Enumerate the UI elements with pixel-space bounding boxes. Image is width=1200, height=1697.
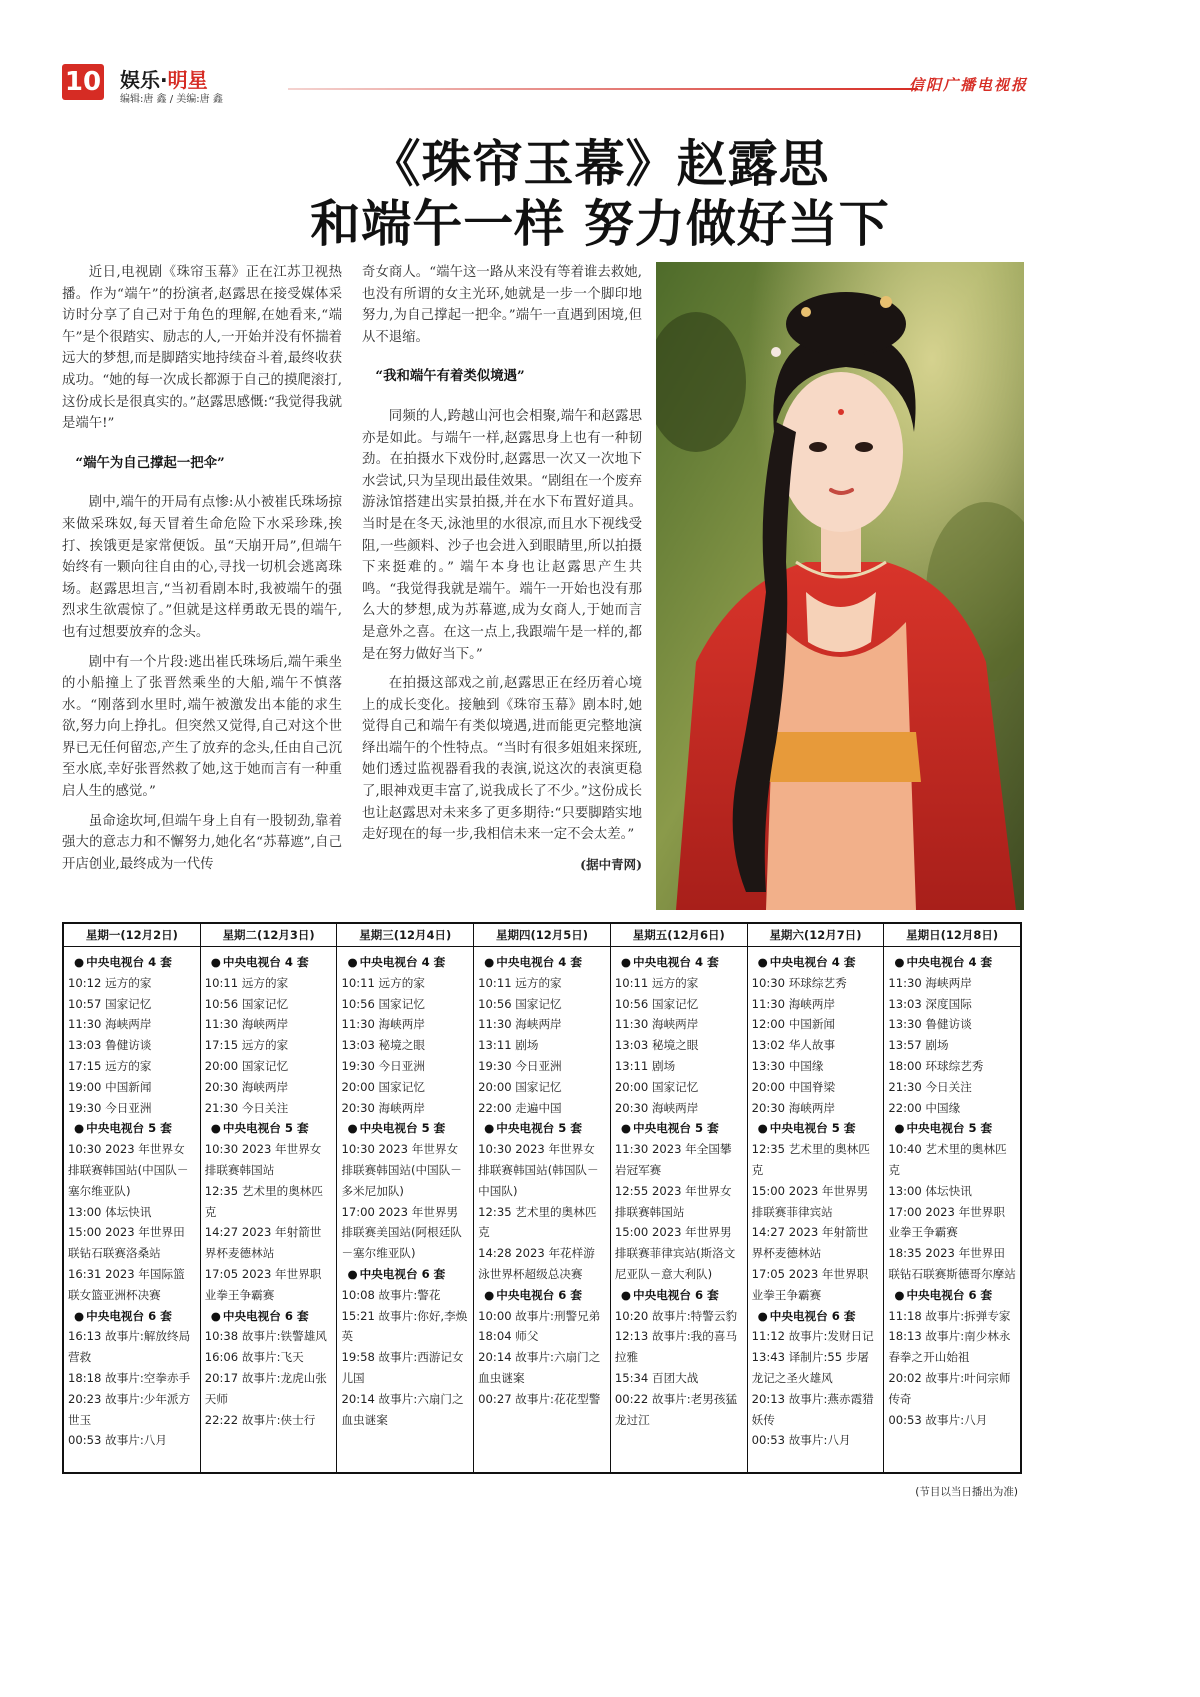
subheading: “我和端午有着类似境遇” (375, 368, 525, 385)
headline-line-2: 和端午一样 努力做好当下 (310, 195, 890, 253)
program-item: 11:30 海峡两岸 (204, 1017, 289, 1032)
program-item: 10:30 2023 年世界女排联赛韩国站(韩国队－中国队) (478, 1142, 599, 1198)
channel-heading: ● 中央电视台 4 套 (68, 952, 196, 973)
paragraph: 剧中,端午的开局有点惨:从小被崔氏珠场掠来做采珠奴,每天冒着生命危险下水采珍珠,挨打、挨饿更是家常便饭。虽“天崩开局”,但端午始终有一颗向往自由的心,寻找一切机会逃离珠场。赵露思坦言,“当初看剧本时,我被端午的强烈求生欲震惊了。”但就是这样勇敢无畏的端午,也有过想要放弃的念头。 (62, 495, 342, 640)
schedule-day-column (611, 924, 748, 1472)
program-item: 15:00 2023 年世界男排联赛菲律宾站 (751, 1183, 869, 1219)
program-item: 20:00 国家记忆 (204, 1058, 289, 1073)
program-item: 00:53 故事片:八月 (68, 1433, 167, 1448)
program-item: 00:53 故事片:八月 (888, 1412, 988, 1427)
channel-heading: ● 中央电视台 6 套 (752, 1306, 880, 1327)
channel-heading: ● 中央电视台 6 套 (68, 1306, 196, 1327)
program-item: 10:30 2023 年世界女排联赛韩国站(中国队－多米尼加队) (341, 1142, 462, 1198)
program-item: 16:31 2023 年国际篮联女篮亚洲杯决赛 (68, 1266, 185, 1302)
program-item: 17:00 2023 年世界职业拳王争霸赛 (888, 1204, 1005, 1240)
program-item: 11:30 海峡两岸 (888, 975, 972, 990)
paragraph: 在拍摄这部戏之前,赵露思正在经历着心境上的成长变化。接触到《珠帘玉幕》剧本时,她觉得自己和端午有类似境遇,进而能更完整地演绎出端午的个性特点。“当时有很多姐姐来探班,她们透过监视器看我的表演,说这次的表演更稳了,眼神戏更丰富了,说我成长了不少。”这份成长也让赵露思对未来多了更多期待:“只要脚踏实地走好现在的每一步,我相信未来一定不会太差。” (362, 676, 642, 843)
program-item: 13:30 鲁健访谈 (888, 1017, 972, 1032)
program-item: 15:21 故事片:你好,李焕英 (341, 1308, 468, 1344)
channel-heading: ● 中央电视台 5 套 (752, 1118, 880, 1139)
channel-heading: ● 中央电视台 6 套 (615, 1285, 743, 1306)
channel-heading: ● 中央电视台 4 套 (341, 952, 469, 973)
channel-heading: ● 中央电视台 4 套 (478, 952, 606, 973)
editor-credits: 编辑:唐 鑫 / 美编:唐 鑫 (120, 94, 223, 105)
program-item: 18:35 2023 年世界田联钻石联赛斯德哥尔摩站 (888, 1246, 1016, 1281)
program-item: 13:30 中国缘 (751, 1058, 824, 1073)
program-item: 10:11 远方的家 (204, 975, 289, 990)
article-column-1 (62, 262, 342, 883)
channel-heading: ● 中央电视台 5 套 (615, 1118, 743, 1139)
program-item: 10:11 远方的家 (341, 975, 425, 990)
program-item: 12:55 2023 年世界女排联赛韩国站 (614, 1183, 732, 1219)
program-item: 20:14 故事片:六扇门之血虫谜案 (341, 1391, 464, 1427)
program-item: 22:22 故事片:侠士行 (204, 1412, 316, 1427)
program-item: 11:30 海峡两岸 (68, 1017, 152, 1032)
channel-heading: ● 中央电视台 4 套 (752, 952, 880, 973)
program-item: 10:56 国家记忆 (204, 996, 289, 1011)
day-header: 星期五(12月6日) (611, 924, 747, 947)
day-header: 星期六(12月7日) (748, 924, 884, 947)
program-item: 10:30 2023 年世界女排联赛韩国站 (204, 1142, 322, 1177)
header-divider (288, 88, 918, 90)
schedule-day-column (474, 924, 611, 1472)
program-item: 10:56 国家记忆 (478, 996, 562, 1011)
newspaper-name: 信阳广播电视报 (908, 76, 1028, 94)
channel-heading: ● 中央电视台 5 套 (888, 1118, 1016, 1139)
program-item: 13:03 深度国际 (888, 996, 972, 1011)
program-item: 17:15 远方的家 (68, 1058, 152, 1073)
program-item: 10:57 国家记忆 (68, 996, 152, 1011)
program-item: 13:03 鲁健访谈 (68, 1038, 152, 1053)
program-item: 13:03 秘境之眼 (614, 1038, 699, 1053)
schedule-day-column (201, 924, 338, 1472)
program-item: 18:00 环球综艺秀 (888, 1058, 984, 1073)
day-header: 星期四(12月5日) (474, 924, 610, 947)
program-item: 12:35 艺术里的奥林匹克 (204, 1183, 323, 1219)
program-item: 20:30 海峡两岸 (204, 1079, 289, 1094)
program-item: 13:03 秘境之眼 (341, 1038, 425, 1053)
program-item: 11:30 海峡两岸 (478, 1017, 562, 1032)
program-item: 22:00 走遍中国 (478, 1100, 562, 1115)
day-header: 星期三(12月4日) (337, 924, 473, 947)
program-item: 12:00 中国新闻 (751, 1017, 836, 1032)
program-item: 20:02 故事片:叶问宗师传奇 (888, 1370, 1011, 1406)
program-item: 15:00 2023 年世界田联钻石联赛洛桑站 (68, 1225, 185, 1261)
program-item: 20:14 故事片:六扇门之血虫谜案 (478, 1350, 601, 1385)
program-item: 19:30 今日亚洲 (478, 1058, 562, 1073)
program-item: 12:35 艺术里的奥林匹克 (751, 1142, 870, 1177)
channel-heading: ● 中央电视台 6 套 (341, 1264, 469, 1285)
program-item: 00:22 故事片:老男孩猛龙过江 (614, 1391, 738, 1427)
program-item: 19:00 中国新闻 (68, 1079, 152, 1094)
program-item: 10:56 国家记忆 (614, 996, 699, 1011)
subheading: “端午为自己撑起一把伞” (75, 454, 225, 471)
paragraph: 同频的人,跨越山河也会相聚,端午和赵露思亦是如此。与端午一样,赵露思身上也有一种韧劲。在拍摄水下戏份时,赵露思一次又一次地下水尝试,只为呈现出最佳效果。“剧组在一个废弃游泳馆搭建出实景拍摄,并在水下布置好道具。当时是在冬天,泳池里的水很凉,而且水下视线受阻,一些颜料、沙子也会进入到眼睛里,所以拍摄下来挺难的。” 端午本身也让赵露思产生共鸣。“我觉得我就是端午。端午一开始也没有那么大的梦想,成为苏幕遮,成为女商人,于她而言是意外之喜。在这一点上,我跟端午是一样的,都是在努力做好当下。” (362, 408, 642, 662)
page-header (62, 62, 1028, 104)
program-item: 18:04 师父 (478, 1329, 539, 1344)
program-item: 17:00 2023 年世界男排联赛美国站(阿根廷队－塞尔维亚队) (341, 1204, 462, 1261)
program-item: 10:30 环球综艺秀 (751, 975, 847, 990)
channel-heading: ● 中央电视台 6 套 (205, 1306, 333, 1327)
program-item: 14:27 2023 年射箭世界杯麦德林站 (751, 1225, 869, 1261)
schedule-day-column (64, 924, 201, 1472)
article-source: (据中青网) (580, 856, 642, 872)
portrait-photo (656, 262, 1024, 910)
paragraph: 虽命途坎坷,但端午身上自有一股韧劲,靠着强大的意志力和不懈努力,她化名“苏幕遮”,自己开店创业,最终成为一代传 (62, 813, 342, 872)
program-item: 13:00 体坛快讯 (888, 1183, 972, 1198)
program-item: 10:56 国家记忆 (341, 996, 425, 1011)
program-item: 11:30 2023 年全国攀岩冠军赛 (614, 1142, 732, 1177)
program-item: 18:13 故事片:南少林永春拳之开山始祖 (888, 1329, 1011, 1365)
program-item: 14:27 2023 年射箭世界杯麦德林站 (204, 1225, 322, 1261)
paragraph: 奇女商人。“端午这一路从来没有等着谁去救她,也没有所谓的女主光环,她就是一步一个脚印地努力,为自己撑起一把伞。”端午一直遇到困境,但从不退缩。 (362, 265, 642, 345)
program-item: 12:35 艺术里的奥林匹克 (478, 1204, 597, 1240)
program-item: 20:00 中国脊梁 (751, 1079, 836, 1094)
channel-heading: ● 中央电视台 5 套 (68, 1118, 196, 1139)
section-sub: 明星 (167, 68, 208, 92)
program-item: 10:11 远方的家 (478, 975, 562, 990)
program-item: 10:20 故事片:特警云豹 (614, 1308, 738, 1323)
program-item: 16:06 故事片:飞天 (204, 1350, 304, 1365)
day-header: 星期日(12月8日) (884, 924, 1020, 947)
program-item: 20:30 海峡两岸 (614, 1100, 699, 1115)
paragraph: 近日,电视剧《珠帘玉幕》正在江苏卫视热播。作为“端午”的扮演者,赵露思在接受媒体采访时分享了自己对于角色的理解,在她看来,“端午”是个很踏实、励志的人,一开始并没有怀揣着远大的梦想,而是脚踏实地持续奋斗着,最终收获成功。“她的每一次成长都源于自己的摸爬滚打,这份成长是很真实的。”赵露思感慨:“我觉得我就是端午!” (62, 265, 342, 432)
channel-heading: ● 中央电视台 4 套 (205, 952, 333, 973)
headline-line-1: 《珠帘玉幕》赵露思 (370, 135, 830, 193)
program-item: 13:43 译制片:55 步屠龙记之圣火雄风 (751, 1350, 870, 1385)
program-item: 13:02 华人故事 (751, 1038, 836, 1053)
program-item: 11:12 故事片:发财日记 (751, 1329, 874, 1344)
program-item: 11:18 故事片:拆弹专家 (888, 1308, 1011, 1323)
channel-heading: ● 中央电视台 5 套 (341, 1118, 469, 1139)
program-item: 12:13 故事片:我的喜马拉雅 (614, 1329, 738, 1365)
program-item: 13:57 剧场 (888, 1038, 949, 1053)
program-item: 17:05 2023 年世界职业拳王争霸赛 (751, 1266, 869, 1302)
program-item: 20:00 国家记忆 (478, 1079, 562, 1094)
program-item: 18:18 故事片:空拳赤手 (68, 1370, 191, 1385)
program-item: 10:12 远方的家 (68, 975, 152, 990)
article-column-2 (362, 262, 642, 875)
program-item: 19:30 今日亚洲 (68, 1100, 152, 1115)
schedule-note: (节目以当日播出为准) (915, 1486, 1018, 1498)
program-item: 16:13 故事片:解放终局营救 (68, 1329, 191, 1365)
program-item: 10:38 故事片:铁警雄风 (204, 1329, 327, 1344)
channel-heading: ● 中央电视台 4 套 (888, 952, 1016, 973)
channel-heading: ● 中央电视台 5 套 (205, 1118, 333, 1139)
paragraph: 剧中有一个片段:逃出崔氏珠场后,端午乘坐的小船撞上了张晋然乘坐的大船,端午不慎落水。“刚落到水里时,端午被激发出本能的求生欲,努力向上挣扎。但突然又觉得,自己对这个世界已无任何留恋,产生了放弃的念头,任由自己沉至水底,幸好张晋然救了她,这于她而言有一种重启人生的感觉。” (62, 654, 342, 800)
channel-heading: ● 中央电视台 5 套 (478, 1118, 606, 1139)
channel-heading: ● 中央电视台 6 套 (478, 1285, 606, 1306)
program-item: 13:00 体坛快讯 (68, 1204, 152, 1219)
day-header: 星期一(12月2日) (64, 924, 200, 947)
program-item: 10:11 远方的家 (614, 975, 699, 990)
portrait-illustration (656, 262, 1024, 910)
program-item: 17:05 2023 年世界职业拳王争霸赛 (204, 1266, 322, 1302)
tv-schedule-table (62, 922, 1022, 1474)
program-item: 13:11 剧场 (478, 1038, 539, 1053)
program-item: 14:28 2023 年花样游泳世界杯超级总决赛 (478, 1246, 595, 1281)
program-item: 20:30 海峡两岸 (341, 1100, 425, 1115)
program-item: 10:40 艺术里的奥林匹克 (888, 1142, 1007, 1177)
program-item: 20:23 故事片:少年派方世玉 (68, 1391, 191, 1427)
program-item: 11:30 海峡两岸 (341, 1017, 425, 1032)
program-item: 21:30 今日关注 (888, 1079, 972, 1094)
program-item: 20:13 故事片:燕赤霞猎妖传 (751, 1391, 874, 1427)
schedule-day-column (748, 924, 885, 1472)
program-item: 22:00 中国缘 (888, 1100, 961, 1115)
program-item: 20:17 故事片:龙虎山张天师 (204, 1370, 327, 1406)
schedule-day-column (337, 924, 474, 1472)
program-item: 10:30 2023 年世界女排联赛韩国站(中国队－塞尔维亚队) (68, 1142, 189, 1198)
program-item: 11:30 海峡两岸 (751, 996, 836, 1011)
section-main: 娱乐· (120, 68, 168, 92)
program-item: 21:30 今日关注 (204, 1100, 289, 1115)
program-item: 13:11 剧场 (614, 1058, 676, 1073)
channel-heading: ● 中央电视台 4 套 (615, 952, 743, 973)
program-item: 00:27 故事片:花花型警 (478, 1391, 601, 1406)
program-item: 11:30 海峡两岸 (614, 1017, 699, 1032)
program-item: 10:00 故事片:刑警兄弟 (478, 1308, 601, 1323)
channel-heading: ● 中央电视台 6 套 (888, 1285, 1016, 1306)
program-item: 10:08 故事片:警花 (341, 1287, 441, 1302)
program-item: 17:15 远方的家 (204, 1038, 289, 1053)
program-item: 15:34 百团大战 (614, 1370, 699, 1385)
page-number: 10 (62, 64, 104, 100)
schedule-day-column (884, 924, 1020, 1472)
program-item: 15:00 2023 年世界男排联赛菲律宾站(斯洛文尼亚队－意大利队) (614, 1225, 736, 1281)
section-title (120, 64, 208, 93)
program-item: 19:30 今日亚洲 (341, 1058, 425, 1073)
program-item: 20:30 海峡两岸 (751, 1100, 836, 1115)
program-item: 20:00 国家记忆 (341, 1079, 425, 1094)
program-item: 00:53 故事片:八月 (751, 1433, 851, 1448)
day-header: 星期二(12月3日) (201, 924, 337, 947)
program-item: 19:58 故事片:西游记女儿国 (341, 1350, 464, 1385)
program-item: 20:00 国家记忆 (614, 1079, 699, 1094)
